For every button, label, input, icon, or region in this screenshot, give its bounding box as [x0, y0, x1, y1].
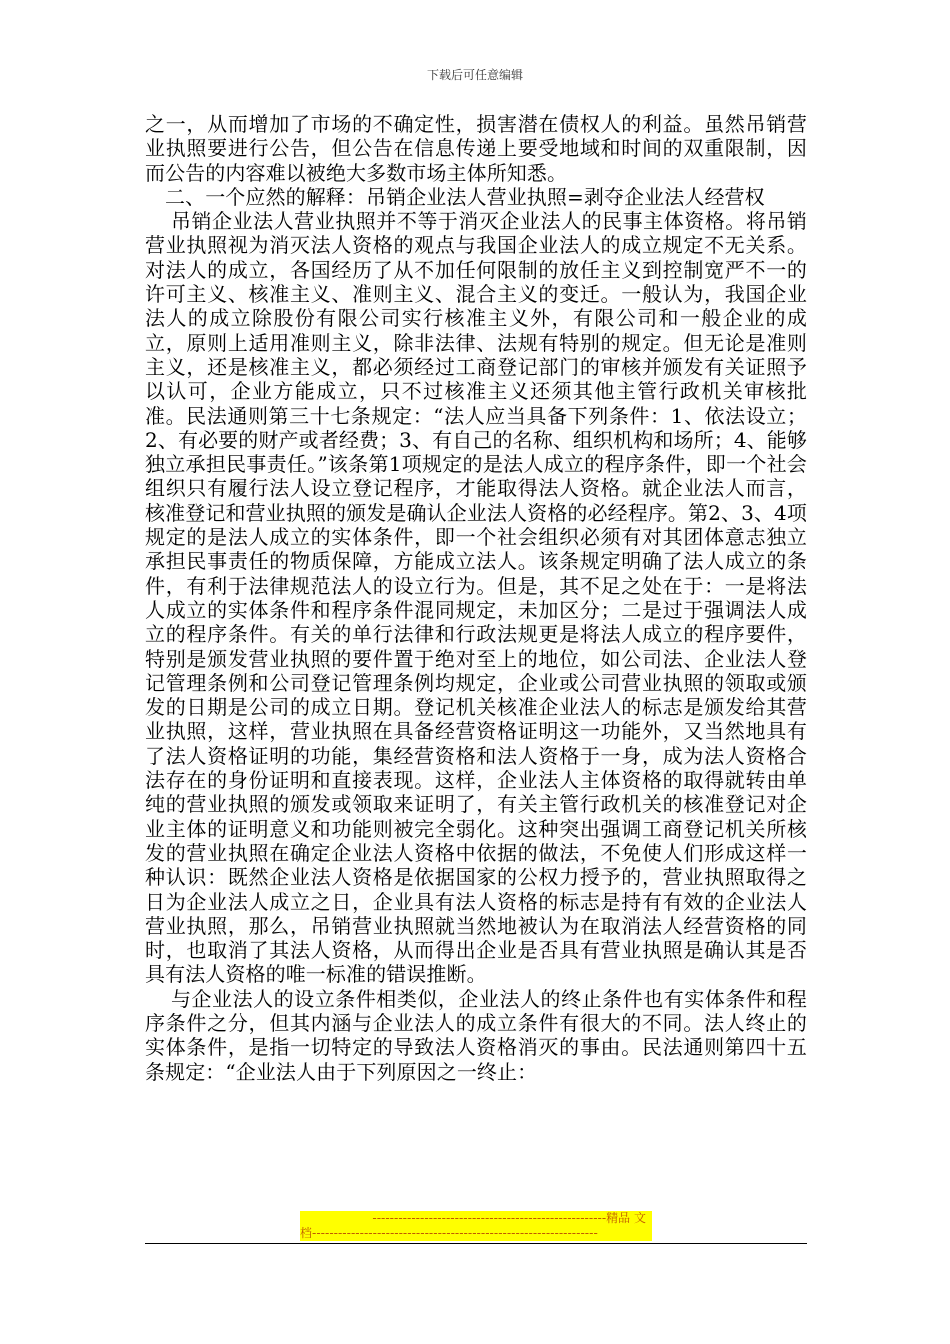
- footer-watermark: [300, 1211, 652, 1241]
- footer-divider: [145, 1243, 807, 1244]
- footer-line-2: 档------------------------------------------------------------------: [300, 1226, 598, 1240]
- section-heading: 二、一个应然的解释：吊销企业法人营业执照=剥夺企业法人经营权: [165, 184, 765, 209]
- page-header: 下载后可任意编辑: [426, 68, 523, 82]
- footer-line-1: ------------------------------------------------------精品 文: [372, 1211, 646, 1225]
- paragraph-2: 吊销企业法人营业执照并不等于消灭企业法人的民事主体资格。将吊销营业执照视为消灭法人资格的观点与我国企业法人的成立规定不无关系。对法人的成立，各国经历了从不加任何限制的放任主义到控制宽严不一的许可主义、核准主义、准则主义、混合主义的变迁。一般认为，我国企业法人的成立除股份有限公司实行核准主义外，有限公司和一般企业的成立，原则上适用准则主义，除非法律、法规有特别的规定。但无论是准则主义，还是核准主义，都必须经过工商登记部门的审核并颁发有关证照予以认可，企业方能成立，只不过核准主义还须其他主管行政机关审核批准。民法通则第三十七条规定：“法人应当具备下列条件：1、依法设立；2、有必要的财产或者经费；3、有自己的名称、组织机构和场所；4、能够独立承担民事责任。”该条第1项规定的是法人成立的程序条件，即一个社会组织只有履行法人设立登记程序，才能取得法人资格。就企业法人而言，核准登记和营业执照的颁发是确认企业法人资格的必经程序。第2、3、4项规定的是法人成立的实体条件，即一个社会组织必须有对其团体意志独立承担民事责任的物质保障，方能成立法人。该条规定明确了法人成立的条件，有利于法律规范法人的设立行为。但是，其不足之处在于：一是将法人成立的实体条件和程序条件混同规定，未加区分；二是过于强调法人成立的程序条件。有关的单行法律和行政法规更是将法人成立的程序要件，特别是颁发营业执照的要件置于绝对至上的地位，如公司法、企业法人登记管理条例和公司登记管理条例均规定，企业或公司营业执照的领取或颁发的日期是公司的成立日期。登记机关核准企业法人的标志是颁发给其营业执照，这样，营业执照在具备经营资格证明这一功能外，又当然地具有了法人资格证明的功能，集经营资格和法人资格于一身，成为法人资格合法存在的身份证明和直接表现。这样，企业法人主体资格的取得就转由单纯的营业执照的颁发或领取来证明了，有关主管行政机关的核准登记对企业主体的证明意义和功能则被完全弱化。这种突出强调工商登记机关所核发的营业执照在确定企业法人资格中依据的做法，不免使人们形成这样一种认识：既然企业法人资格是依据国家的公权力授予的，营业执照取得之日为企业法人成立之日，企业具有法人资格的标志是持有有效的企业法人营业执照，那么，吊销营业执照就当然地被认为在取消法人经营资格的同时，也取消了其法人资格，从而得出企业是否具有营业执照是确认其是否具有法人资格的唯一标准的错误推断。: [145, 209, 807, 987]
- document-body: [145, 112, 807, 1084]
- paragraph-1: 之一，从而增加了市场的不确定性，损害潜在债权人的利益。虽然吊销营业执照要进行公告，但公告在信息传递上要受地域和时间的双重限制，因而公告的内容难以被绝大多数市场主体所知悉。: [145, 112, 807, 185]
- paragraph-3: 与企业法人的设立条件相类似，企业法人的终止条件也有实体条件和程序条件之分，但其内涵与企业法人的成立条件有很大的不同。法人终止的实体条件，是指一切特定的导致法人资格消灭的事由。民法通则第四十五条规定：“企业法人由于下列原因之一终止：: [145, 986, 807, 1084]
